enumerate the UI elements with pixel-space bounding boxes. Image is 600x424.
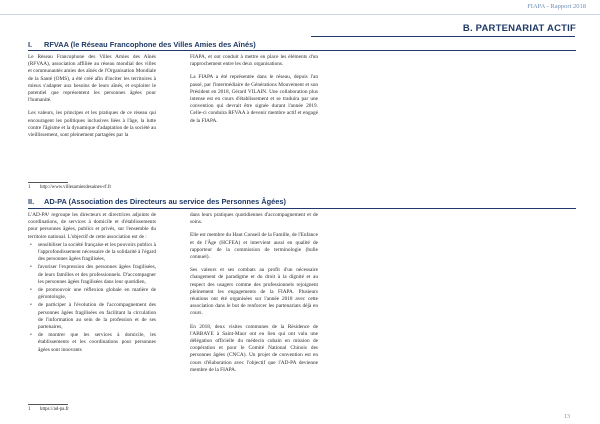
section-1-left-paragraph: Le Réseau Francophone des Villes Amies des Aînés (RFVAA), association affiliée au réseau mondial des villes et communautés amies des aînés de l'Organisation Mondiale de la Santé (OMS), a été créé afin d'inciter les territoires à mieux s'adapter aux besoins de leurs aînés, et exploiter le potentiel que représentent les personnes âgées pour l'humanité. — [28, 54, 156, 104]
section-1-footnote — [28, 185, 111, 192]
section-2-title: AD-PA (Association des Directeurs au service des Personnes Âgées) — [44, 197, 286, 206]
section-2-right-paragraph-3: Ses valeurs et ses combats au profit d'un nécessaire changement de paradigme et du droit à la dignité et au respect des usagers comme des professionnels rejoignent pleinement les engagements de la FIAPA. Plusieurs réunions ont été organisées sur l'année 2018 avec cette association dans le but de renforcer les partenariats déjà en cours. — [190, 267, 318, 317]
section-2-right-column — [190, 212, 318, 380]
section-1-footnote-rule — [28, 182, 68, 183]
section-1-right-paragraph-1: FIAPA, et ont conduit à mettre en place les éléments d'un rapprochement entre les deux organisations. — [190, 54, 318, 68]
section-2-bullet-list — [28, 242, 156, 354]
section-2-left-column — [28, 212, 156, 355]
chapter-heading-rule — [311, 36, 575, 37]
bullet-icon: • — [30, 302, 32, 309]
section-2-intro: L'AD-PA¹ regroupe les directeurs et directrices adjoints de coordinations, de services à domicile et d'établissements pour personnes âgées, publics et privés, sur l'ensemble du territoire national. L'objectif de cette association est de : — [28, 212, 156, 240]
bullet-icon: • — [30, 264, 32, 271]
section-2-right-paragraph-4: En 2018, deux visites communes de la Résidence de l'ABBAYE à Saint-Maur ont eu lieu qui ont valu une délégation officielle du médecin cubain en mission de coopération et pour le Comité National Chinois des personnes âgées (CNCA). Un projet de convention est en cours d'élaboration avec l'objectif que l'AD-PA devienne membre de la FIAPA. — [190, 323, 318, 373]
footnote-link[interactable]: https://ad-pa.fr — [40, 407, 69, 412]
section-1-title: RFVAA (le Réseau Francophone des Villes Amies des Aînés) — [44, 40, 256, 49]
section-1-rule — [28, 50, 576, 51]
section-1-right-paragraph-2: La FIAPA a été représentée dans le réseau, depuis l'an passé, par l'intermédiaire de Générations Mouvement et son Président en 2018, Gérard VILAIN. Une collaboration plus intense est en cours d'établissement et se traduira par une convention qui devrait être signée durant l'année 2019. Celle-ci conduira RFVAA à devenir membre actif et engagé de la FIAPA. — [190, 74, 318, 124]
list-item: • de montrer que les services à domicile, les établissements et les coordinations pour personnes âgées sont innovants — [30, 332, 156, 353]
footnote-number: 1 — [28, 185, 31, 190]
bullet-icon: • — [30, 287, 32, 294]
section-2-footnote-rule — [28, 404, 68, 405]
section-2-right-continuation: dans leurs pratiques quotidiennes d'accompagnement et de soins. — [190, 212, 318, 226]
footnote-link[interactable]: http://www.villesamiesdesaines-rf.fr — [40, 185, 112, 190]
section-1-right-column — [190, 54, 318, 131]
section-1-heading — [28, 40, 256, 49]
bullet-icon: • — [30, 332, 32, 339]
section-2-number: II. — [28, 197, 35, 206]
section-2-heading — [28, 197, 286, 206]
list-item: • sensibiliser la société française et les pouvoirs publics à l'approfondissement nécessaire de la solidarité à l'égard des personnes âgées fragilisées, — [30, 241, 156, 263]
list-item: • favoriser l'expression des personnes âgées fragilisées, de leurs familles et des professionnels. D'accompagner les personnes âgées fragilisées dans leur quotidien, — [30, 264, 156, 285]
footnote-number: 1 — [28, 407, 31, 412]
page-number: 13 — [564, 414, 570, 420]
list-item: • de promouvoir une réflexion globale en matière de gérontologie, — [30, 287, 156, 301]
running-header: FIAPA - Rapport 2018 — [527, 3, 586, 10]
list-item: • de participer à l'évolution de l'accompagnement des personnes âgées fragilisées en facilitant la circulation de l'information au sein de la profession et de ses partenaires, — [30, 302, 156, 331]
section-2-right-paragraph-2: Elle est membre du Haut Conseil de la Famille, de l'Enfance et de l'Âge (HCFEA) et intervient aussi en qualité de rapporteur de la commission de terminologie (bulle connuel). — [190, 232, 318, 261]
header-divider — [0, 14, 600, 15]
section-1-left-column — [28, 54, 156, 145]
bullet-icon: • — [30, 241, 32, 248]
section-1-left-paragraph-2: Les valeurs, les principes et les pratiques de ce réseau qui encouragent les politiques inclusives liées à l'âge, la lutte contre l'âgisme et la dynamique d'adaptation de la société au vieillissement, sont pleinement partagées par la — [28, 110, 156, 139]
section-2-footnote — [28, 407, 69, 414]
section-2-rule — [28, 208, 576, 209]
chapter-heading: B. PARTENARIAT ACTIF — [462, 23, 576, 34]
section-1-number: I. — [28, 40, 33, 49]
